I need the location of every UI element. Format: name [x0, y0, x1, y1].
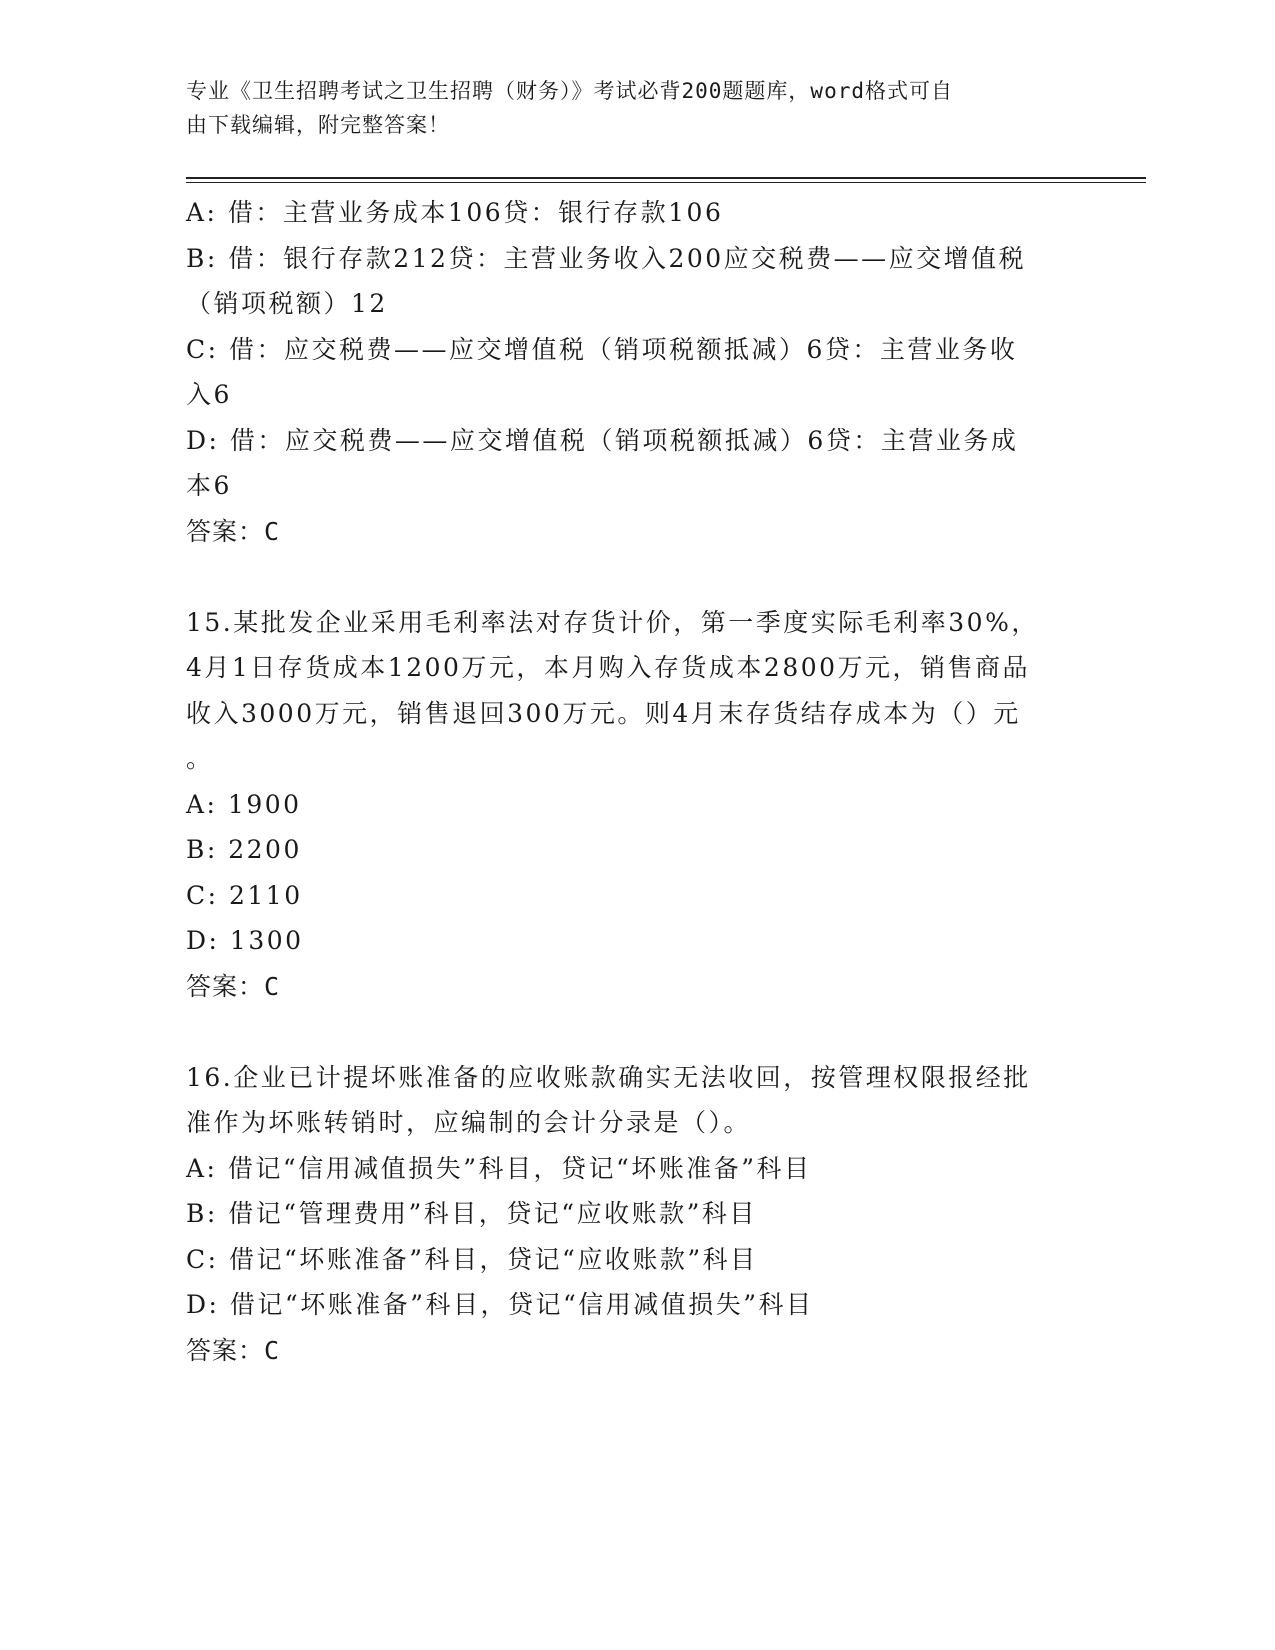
option-b: B: 借记“管理费用”科目，贷记“应收账款”科目 [186, 1199, 757, 1228]
option-c: C: 2110 [186, 880, 303, 910]
option-b: B: 2200 [186, 835, 302, 864]
question-14-options [186, 190, 1086, 554]
question-stem: 。 [186, 744, 214, 773]
header-divider-thin [186, 182, 1146, 183]
question-stem: 收入3000万元，销售退回300万元。则4月末存货结存成本为（）元 [186, 698, 1021, 728]
header-line: 专业《卫生招聘考试之卫生招聘（财务）》考试必背200题题库，word格式可自 [186, 79, 953, 103]
option-d: D: 1300 [186, 926, 304, 955]
document-body [186, 190, 1086, 1373]
option-d: D: 借记“坏账准备”科目，贷记“信用减值损失”科目 [186, 1290, 814, 1319]
question-stem: 4月1日存货成本1200万元，本月购入存货成本2800万元，销售商品 [186, 653, 1031, 682]
answer: 答案：C [186, 1335, 281, 1365]
answer: 答案：C [186, 516, 281, 546]
option-a: A: 借记“信用减值损失”科目，贷记“坏账准备”科目 [186, 1153, 812, 1183]
question-stem: 15.某批发企业采用毛利率法对存货计价，第一季度实际毛利率30%， [186, 607, 1039, 637]
answer: 答案：C [186, 971, 281, 1001]
header-divider-thick [186, 177, 1146, 179]
option-c-continued: 入6 [186, 380, 232, 409]
option-d: D: 借：应交税费——应交增值税（销项税额抵减）6贷：主营业务成 [186, 425, 1019, 455]
question-spacer [186, 554, 1086, 600]
option-b: B: 借：银行存款212贷：主营业务收入200应交税费——应交增值税 [186, 243, 1027, 273]
question-spacer [186, 1009, 1086, 1055]
option-b-continued: （销项税额）12 [186, 289, 388, 318]
option-a: A: 1900 [186, 789, 302, 819]
header-line: 由下载编辑，附完整答案！ [186, 113, 450, 137]
question-15 [186, 600, 1086, 1010]
question-stem: 16.企业已计提坏账准备的应收账款确实无法收回，按管理权限报经批 [186, 1062, 1031, 1092]
option-c: C: 借记“坏账准备”科目，贷记“应收账款”科目 [186, 1244, 758, 1274]
document-header [186, 74, 1066, 142]
option-d-continued: 本6 [186, 471, 232, 500]
question-16 [186, 1055, 1086, 1374]
option-a: A: 借：主营业务成本106贷：银行存款106 [186, 198, 724, 227]
option-c: C: 借：应交税费——应交增值税（销项税额抵减）6贷：主营业务收 [186, 334, 1018, 364]
question-stem: 准作为坏账转销时，应编制的会计分录是（）。 [186, 1108, 752, 1137]
